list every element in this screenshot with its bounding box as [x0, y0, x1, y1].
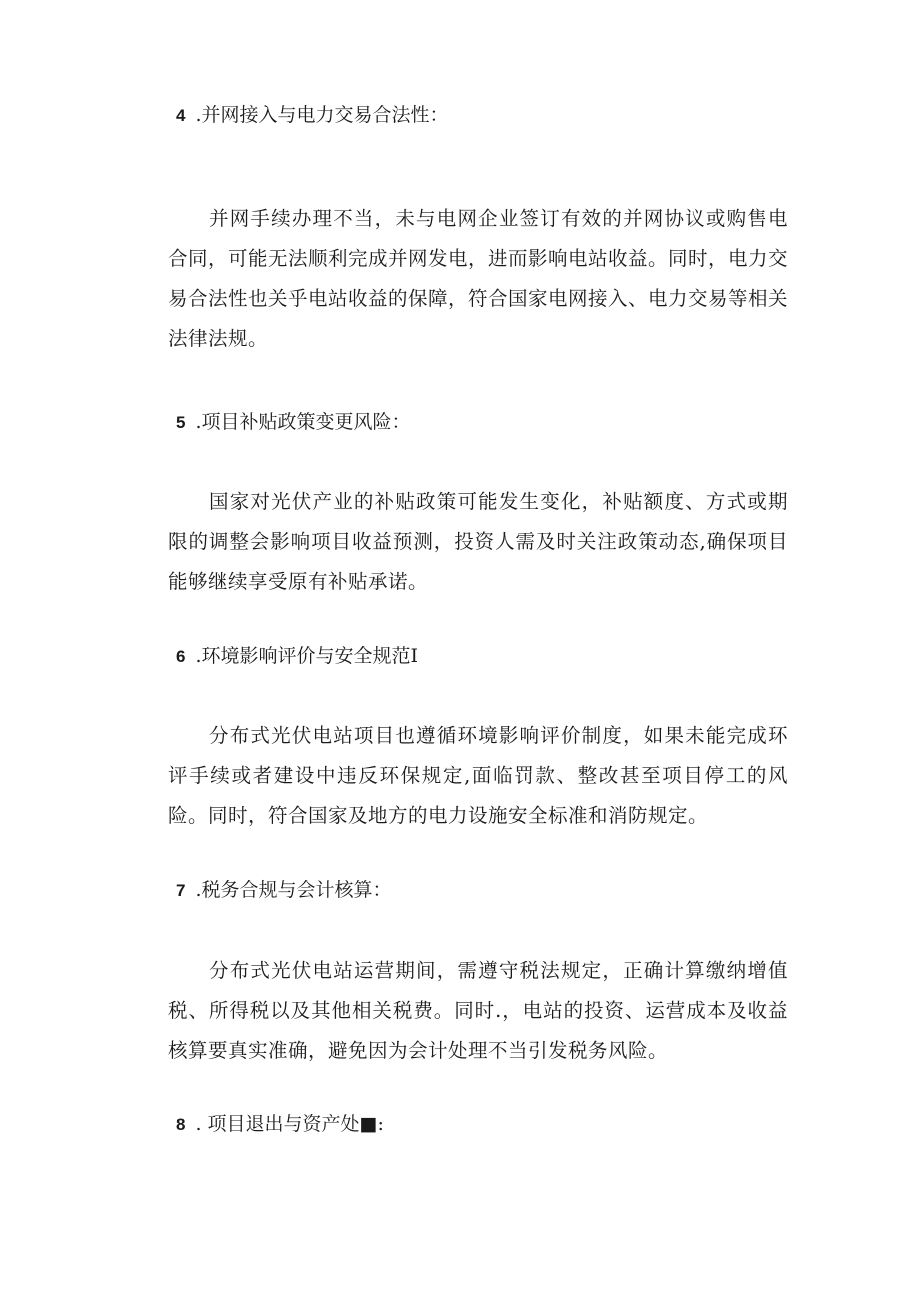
section-title: .环境影响评价与安全规范I: [195, 645, 419, 667]
section-number: 4: [176, 106, 186, 125]
section-number: 8: [176, 1115, 186, 1134]
section-body-5: 国家对光伏产业的补贴政策可能发生变化，补贴额度、方式或期限的调整会影响项目收益预测，投资人需及时关注政策动态,确保项目能够继续享受原有补贴承诺。: [168, 490, 788, 593]
section-heading-7: [176, 877, 392, 904]
section-title: .项目补贴政策变更风险：: [195, 411, 411, 433]
section-heading-6: [176, 643, 418, 670]
section-title: . 项目退出与资产处■:: [195, 1113, 384, 1135]
section-title: .并网接入与电力交易合法性：: [195, 104, 449, 126]
section-number: 5: [176, 413, 186, 432]
section-heading-5: [176, 409, 411, 436]
section-body-7: 分布式光伏电站运营期间，需遵守税法规定，正确计算缴纳增值税、所得税以及其他相关税费。同时.，电站的投资、运营成本及收益核算要真实准确，避免因为会计处理不当引发税务风险。: [168, 959, 788, 1062]
section-body-6: 分布式光伏电站项目也遵循环境影响评价制度，如果未能完成环评手续或者建设中违反环保规定,面临罚款、整改甚至项目停工的风险。同时，符合国家及地方的电力设施安全标准和消防规定。: [168, 724, 788, 827]
section-body-4: 并网手续办理不当，未与电网企业签订有效的并网协议或购售电合同，可能无法顺利完成并网发电，进而影响电站收益。同时，电力交易合法性也关乎电站收益的保障，符合国家电网接入、电力交易等相关法律法规。: [168, 207, 789, 350]
section-number: 7: [176, 881, 186, 900]
section-number: 6: [176, 647, 186, 666]
section-heading-8: [176, 1111, 384, 1138]
section-heading-4: [176, 102, 449, 129]
section-title: .税务合规与会计核算：: [195, 879, 392, 901]
